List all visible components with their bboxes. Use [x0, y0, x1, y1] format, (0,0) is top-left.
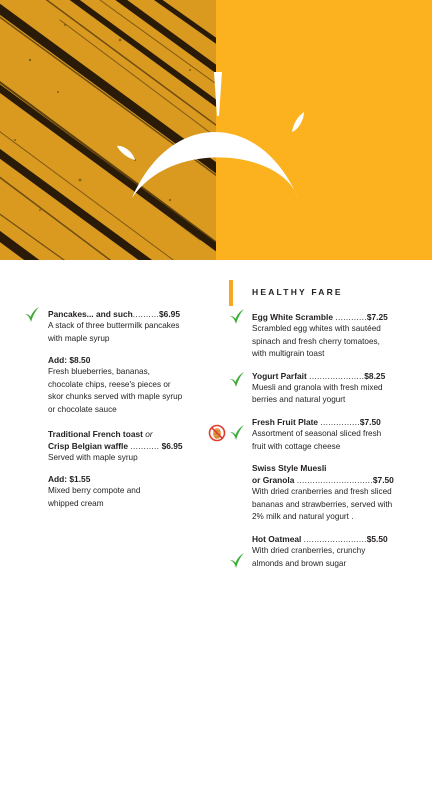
description-line: spinach and fresh cherry tomatoes,	[252, 336, 380, 346]
item-heading-line-2	[48, 440, 196, 452]
item-description	[48, 320, 196, 345]
item-price: $7.50	[359, 416, 381, 427]
item-name: Yogurt Parfait	[252, 370, 307, 381]
dot-leader: ...............	[320, 416, 360, 427]
menu-item-egg-white-scramble	[252, 311, 402, 361]
menu-item-yogurt-parfait	[252, 370, 402, 407]
description-line: Served with maple syrup	[48, 452, 138, 462]
description-line: with maple syrup	[48, 333, 110, 343]
item-heading	[252, 311, 402, 323]
description-line: A stack of three buttermilk pancakes	[48, 321, 180, 330]
item-description	[252, 323, 402, 361]
hero-graphic	[0, 0, 432, 260]
menu-item-french-toast	[48, 428, 196, 511]
breakfast-column	[48, 308, 196, 519]
add-on-price: Add: $1.55	[48, 474, 91, 485]
item-name: Crisp Belgian waffle	[48, 440, 129, 451]
item-heading-line-2	[252, 474, 402, 486]
item-description	[252, 545, 402, 570]
description-line: Fresh blueberries, bananas,	[48, 367, 150, 377]
description-line: whipped cream	[48, 498, 104, 508]
dot-leader: ..........	[132, 309, 160, 319]
add-on-description	[48, 485, 196, 510]
vegetarian-icon	[229, 308, 245, 326]
vegetarian-icon	[24, 306, 40, 324]
vegetarian-icon	[229, 424, 245, 442]
section-title: HEALTHY FARE	[252, 287, 343, 297]
dot-leader: ............	[335, 312, 367, 322]
add-on-description	[48, 366, 196, 416]
item-description	[252, 428, 402, 453]
description-line: With dried cranberries, crunchy	[252, 545, 366, 555]
item-description	[252, 486, 402, 524]
section-accent-bar	[229, 280, 233, 306]
description-line: With dried cranberries and fresh sliced	[252, 487, 392, 497]
healthy-fare-column	[252, 286, 402, 579]
item-price: $7.50	[372, 475, 394, 486]
item-name: Swiss Style Muesli	[252, 463, 327, 474]
dot-leader: ........................	[303, 533, 367, 544]
item-heading	[252, 416, 402, 428]
item-name: Traditional French toast	[48, 428, 143, 439]
item-name: or Granola	[252, 475, 295, 486]
item-heading	[48, 428, 196, 440]
description-line: Scrambled egg whites with sautéed	[252, 324, 381, 333]
dot-leader: .....................	[309, 370, 365, 381]
item-heading	[252, 533, 402, 545]
item-heading	[252, 370, 402, 382]
description-line: berries and natural yogurt	[252, 395, 346, 405]
description-line: with multigrain toast	[252, 349, 325, 359]
description-line: almonds and brown sugar	[252, 558, 347, 568]
item-price: $5.50	[366, 533, 388, 544]
item-name: Pancakes... and such	[48, 309, 133, 319]
dot-leader: ...........	[130, 440, 160, 451]
menu-item-fresh-fruit-plate	[252, 416, 402, 453]
description-line: Assortment of seasonal sliced fresh	[252, 428, 382, 438]
item-heading	[48, 308, 196, 320]
dot-leader: .............................	[296, 475, 373, 486]
menu-item-swiss-muesli	[252, 462, 402, 524]
description-line: or chocolate sauce	[48, 404, 117, 414]
vegetarian-icon	[229, 371, 245, 389]
item-price: $8.25	[364, 370, 386, 381]
description-line: fruit with cottage cheese	[252, 441, 341, 451]
or-connector: or	[145, 428, 153, 439]
menu-item-hot-oatmeal	[252, 533, 402, 570]
item-price: $7.25	[366, 312, 388, 322]
item-description	[252, 382, 402, 407]
vegetarian-icon	[229, 552, 245, 570]
item-description	[48, 452, 196, 465]
item-name: Fresh Fruit Plate	[252, 416, 319, 427]
description-line: chocolate chips, reese's pieces or	[48, 379, 171, 389]
item-name: Egg White Scramble	[252, 312, 333, 322]
description-line: Muesli and granola with fresh mixed	[252, 382, 383, 392]
menu-item-pancakes	[48, 308, 196, 417]
description-line: bananas and strawberries, served with	[252, 499, 393, 509]
item-name: Hot Oatmeal	[252, 533, 302, 544]
no-nut-icon	[208, 424, 226, 442]
add-on-price: Add: $8.50	[48, 355, 91, 366]
item-heading	[252, 462, 402, 474]
description-line: Mixed berry compote and	[48, 486, 141, 496]
item-price: $6.95	[161, 440, 183, 451]
description-line: 2% milk and natural yogurt .	[252, 512, 354, 522]
item-price: $6.95	[159, 309, 180, 319]
description-line: skor chunks served with maple syrup	[48, 392, 183, 402]
hero-banner	[0, 0, 432, 260]
